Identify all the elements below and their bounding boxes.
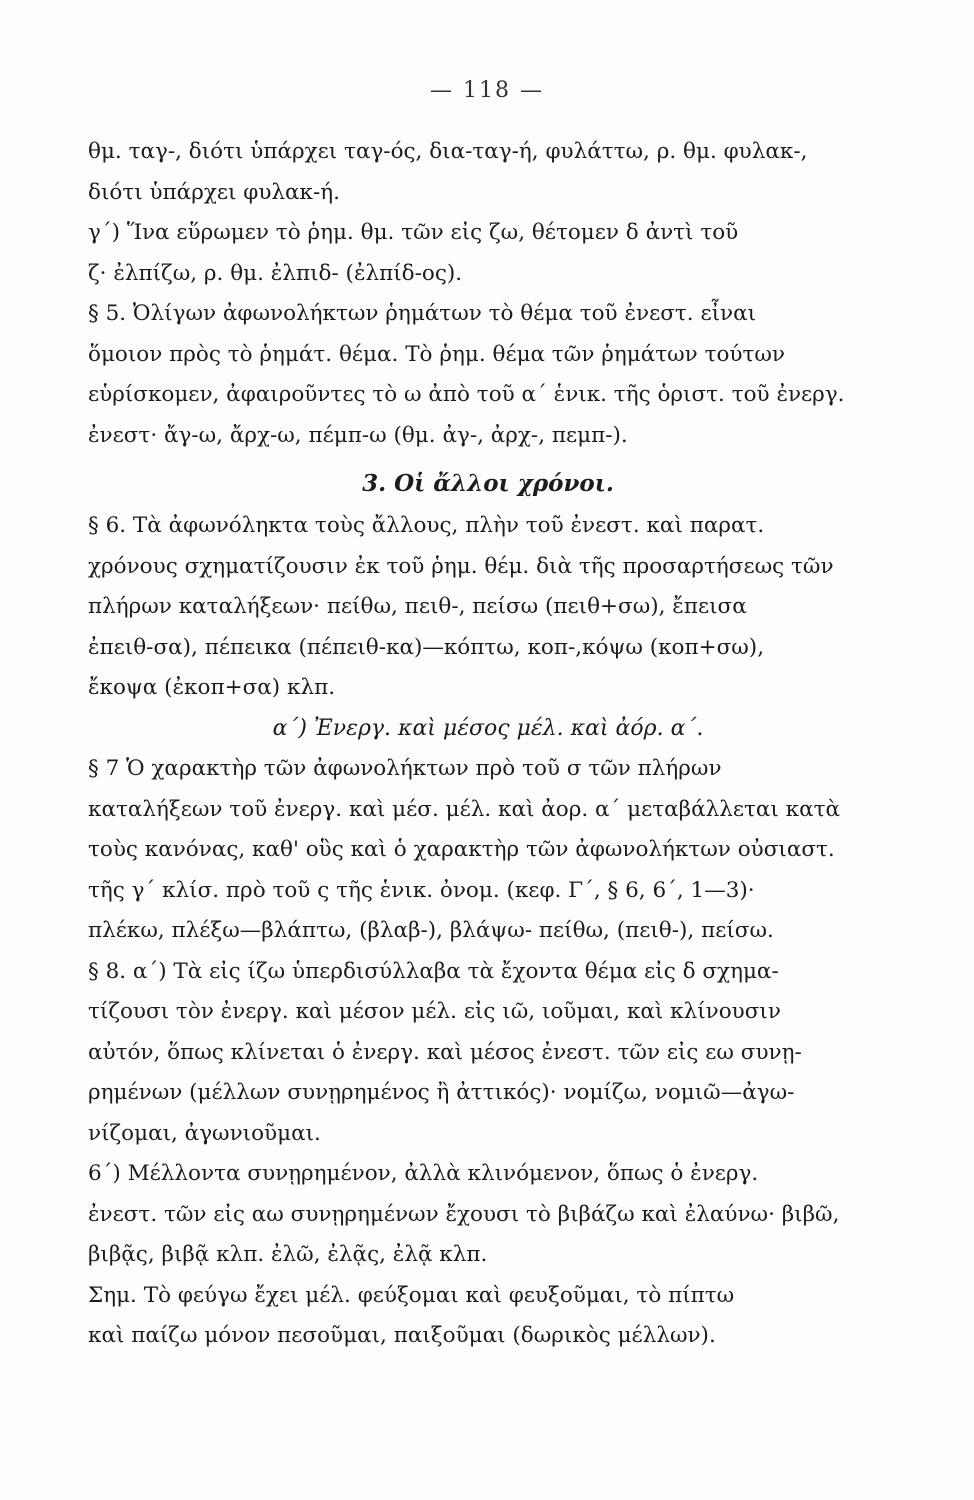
text-line: διότι ὑπάρχει φυλακ-ή. xyxy=(88,179,340,205)
text-line: πλέκω, πλέξω—βλάπτω, (βλαβ-), βλάψω- πείθω, (πειθ-), πείσω. xyxy=(88,918,774,943)
text-line: καὶ παίζω μόνον πεσοῦμαι, παιξοῦμαι (δωρικὸς μέλλων). xyxy=(88,1323,716,1348)
body-text xyxy=(88,132,888,1357)
text-line: τοὺς κανόνας, καθ' οὓς καὶ ὁ χαρακτὴρ τῶν ἀφωνολήκτων οὐσιαστ. xyxy=(88,837,835,862)
text-line: τῆς γ΄ κλίσ. πρὸ τοῦ ς τῆς ἑνικ. ὀνομ. (κεφ. Γ΄, § 6, 6΄, 1—3)· xyxy=(88,877,755,903)
text-line: ζ· ἐλπίζω, ρ. θμ. ἐλπιδ- (ἐλπίδ-ος). xyxy=(88,260,463,286)
section-heading: 3. Οἱ ἄλλοι χρόνοι. xyxy=(362,470,614,497)
text-line: πλήρων καταλήξεων· πείθω, πειθ-, πείσω (πειθ+σω), ἔπεισα xyxy=(88,594,747,619)
text-line: Σημ. Τὸ φεύγω ἔχει μέλ. φεύξομαι καὶ φευξοῦμαι, τὸ πίπτω xyxy=(88,1282,735,1308)
text-line: ἐνεστ· ἄγ-ω, ἄρχ-ω, πέμπ-ω (θμ. ἀγ-, ἀρχ-, πεμπ-). xyxy=(88,422,628,448)
text-line: § 8. α΄) Τὰ εἰς ίζω ὑπερδισύλλαβα τὰ ἔχοντα θέμα εἰς δ σχημα- xyxy=(88,958,779,984)
text-line: τίζουσι τὸν ἐνεργ. καὶ μέσον μέλ. εἰς ιῶ, ιοῦμαι, καὶ κλίνουσιν xyxy=(88,999,781,1024)
page-number: — 118 — xyxy=(430,78,544,103)
subsection-heading: α΄) Ἐνεργ. καὶ μέσος μέλ. καὶ ἀόρ. α΄. xyxy=(272,715,704,741)
text-line: χρόνους σχηματίζουσιν ἐκ τοῦ ῥημ. θέμ. διὰ τῆς προσαρτήσεως τῶν xyxy=(88,553,834,579)
text-line: βιβᾷς, βιβᾷ κλπ. ἐλῶ, ἐλᾷς, ἐλᾷ κλπ. xyxy=(88,1242,488,1267)
text-line: νίζομαι, ἀγωνιοῦμαι. xyxy=(88,1120,321,1146)
text-line: ὅμοιον πρὸς τὸ ῥημάτ. θέμα. Τὸ ῥημ. θέμα τῶν ῥημάτων τούτων xyxy=(88,341,785,367)
text-line: εὑρίσκομεν, ἀφαιροῦντες τὸ ω ἀπὸ τοῦ α΄ ἑνικ. τῆς ὁριστ. τοῦ ἐνεργ. xyxy=(88,382,845,407)
text-line: 6΄) Μέλλοντα συνῃρημένον, ἀλλὰ κλινόμενον, ὅπως ὁ ἐνεργ. xyxy=(88,1161,759,1186)
text-line: καταλήξεων τοῦ ἐνεργ. καὶ μέσ. μέλ. καὶ ἀορ. α΄ μεταβάλλεται κατὰ xyxy=(88,796,841,822)
text-line: § 5. Ὀλίγων ἀφωνολήκτων ῥημάτων τὸ θέμα τοῦ ἐνεστ. εἶναι xyxy=(88,301,757,326)
text-line: αὐτόν, ὅπως κλίνεται ὁ ἐνεργ. καὶ μέσος ἐνεστ. τῶν εἰς εω συνῃ- xyxy=(88,1039,802,1065)
text-line: § 7 Ὁ χαρακτὴρ τῶν ἀφωνολήκτων πρὸ τοῦ σ τῶν πλήρων xyxy=(88,756,722,781)
text-line: ἐπειθ-σα), πέπεικα (πέπειθ-κα)—κόπτω, κοπ-,κόψω (κοπ+σω), xyxy=(88,634,765,660)
text-line: ρημένων (μέλλων συνῃρημένος ἢ ἀττικός)· νομίζω, νομιῶ—ἀγω- xyxy=(88,1080,795,1105)
text-line: θμ. ταγ-, διότι ὑπάρχει ταγ-ός, δια-ταγ-ή, φυλάττω, ρ. θμ. φυλακ-, xyxy=(88,139,808,164)
text-line: γ΄) Ἵνα εὕρωμεν τὸ ῥημ. θμ. τῶν εἰς ζω, θέτομεν δ ἀντὶ τοῦ xyxy=(88,220,739,245)
text-line: ἐνεστ. τῶν εἰς αω συνῃρημένων ἔχουσι τὸ βιβάζω καὶ ἐλαύνω· βιβῶ, xyxy=(88,1201,840,1227)
text-line: ἔκοψα (ἐκοπ+σα) κλπ. xyxy=(88,675,336,700)
text-line: § 6. Τὰ ἀφωνόληκτα τοὺς ἄλλους, πλὴν τοῦ ἐνεστ. καὶ παρατ. xyxy=(88,513,765,538)
